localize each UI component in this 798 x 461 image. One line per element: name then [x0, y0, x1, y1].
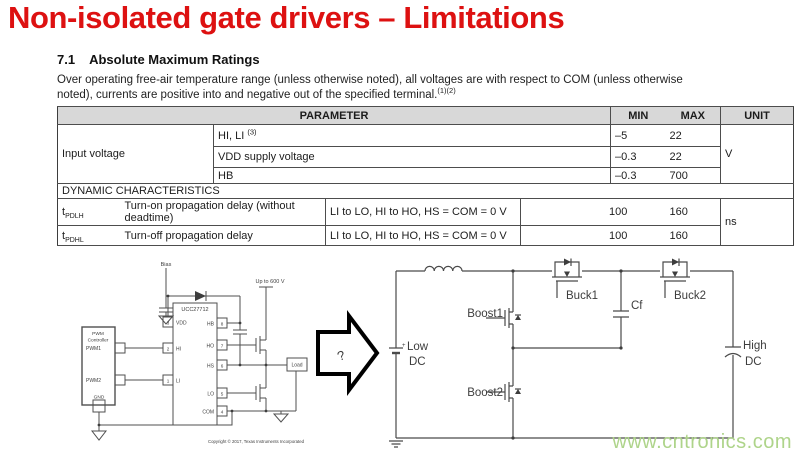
max-cell: 160: [666, 199, 721, 226]
desc-cell: Turn-off propagation delay: [121, 226, 326, 246]
pin-number: 4: [220, 409, 224, 415]
pin-name: HI: [176, 346, 181, 353]
page-title: Non-isolated gate drivers – Limitations: [8, 0, 565, 35]
svg-text:DC: DC: [745, 356, 762, 368]
load-label: Load: [291, 362, 303, 369]
section-label: DYNAMIC CHARACTERISTICS: [58, 184, 794, 199]
col-max: MAX: [666, 107, 721, 125]
max-cell: 160: [666, 226, 721, 246]
col-min: MIN: [611, 107, 666, 125]
pin-name: LI: [176, 378, 181, 385]
col-parameter: PARAMETER: [58, 107, 611, 125]
ratings-table: [57, 106, 794, 246]
boost2-label: Boost2: [467, 387, 503, 399]
pin-name: VDD: [176, 320, 187, 327]
svg-text:DC: DC: [409, 356, 426, 368]
pin-name: LO: [207, 391, 214, 398]
intro-line2: noted), currents are positive into and negative out of the specified terminal.$^{(1)(2)}$: [57, 86, 456, 101]
cond-cell: LI to LO, HI to HO, HS = COM = 0 V: [326, 199, 521, 226]
section-heading: [57, 52, 260, 67]
unit-cell: ns: [721, 199, 794, 246]
converter-schematic: [388, 256, 798, 454]
pin-number: 2: [166, 346, 170, 352]
footnote-refs: (1)(2): [437, 86, 456, 96]
max-cell: 700: [666, 168, 721, 184]
pin-number: 5: [220, 391, 224, 397]
symbol-cell: $t_{PDLH}$: [58, 199, 121, 226]
max-cell: 22: [666, 147, 721, 168]
buck2-label: Buck2: [674, 290, 706, 302]
pin-number: 6: [220, 363, 224, 369]
gnd-label: GND: [93, 395, 105, 401]
pwm1-label: PWM1: [86, 346, 101, 352]
min-cell: 100: [521, 226, 666, 246]
rail-voltage-label: Up to 600 V: [255, 279, 285, 285]
symbol-cell: $t_{PDHL}$: [58, 226, 121, 246]
intro-paragraph: [57, 73, 773, 103]
battery-plus-sign: +: [402, 343, 406, 349]
min-cell: –0.3: [611, 147, 666, 168]
chip-label: UCC27712: [181, 307, 209, 313]
cond-cell: LI to LO, HI to HO, HS = COM = 0 V: [326, 226, 521, 246]
question-mark-label: ?: [335, 347, 348, 364]
pin-name: HB: [207, 321, 214, 328]
pin-number: 1: [166, 378, 170, 384]
pin-name: HO: [206, 343, 214, 350]
min-cell: –5: [611, 125, 666, 147]
boost1-label: Boost1: [467, 308, 503, 320]
unit-cell: V: [721, 125, 794, 184]
param-cell: HB: [214, 168, 611, 184]
param-group-label: Input voltage: [58, 125, 214, 184]
desc-cell: Turn-on propagation delay (without deadtime): [121, 199, 326, 226]
pwm-box-label: PWM: [92, 332, 104, 337]
pwm2-label: PWM2: [86, 378, 101, 384]
low-dc-label: Low: [407, 341, 429, 353]
pin-number: 7: [220, 343, 224, 349]
question-arrow-icon: [313, 308, 385, 400]
table-row: [58, 226, 794, 246]
cf-label: Cf: [631, 300, 643, 312]
max-cell: 22: [666, 125, 721, 147]
table-row: [58, 199, 794, 226]
gate-driver-schematic: [40, 256, 320, 456]
param-cell: VDD supply voltage: [214, 147, 611, 168]
buck1-label: Buck1: [566, 290, 598, 302]
watermark: www.cntronics.com: [612, 431, 792, 453]
svg-text:Controller: Controller: [87, 338, 109, 344]
section-title: Absolute Maximum Ratings: [89, 52, 260, 67]
min-cell: 100: [521, 199, 666, 226]
bias-label: Bias: [160, 262, 172, 268]
table-section-row: [58, 184, 794, 199]
param-cell: HI, LI $^{(3)}$: [214, 125, 611, 147]
intro-line1: Over operating free-air temperature range (unless otherwise noted), all voltages are with respect to COM (unless otherwise: [57, 74, 683, 86]
copyright-text: Copyright © 2017, Texas Instruments Incorporated: [208, 439, 304, 444]
table-header-row: [58, 107, 794, 125]
pin-name: COM: [202, 409, 214, 416]
bootstrap-diode-icon: [195, 291, 206, 301]
table-row: [58, 125, 794, 147]
pin-number: 8: [220, 321, 224, 327]
pin-number: 3: [166, 320, 170, 326]
high-dc-label: High: [743, 340, 767, 352]
col-unit: UNIT: [721, 107, 794, 125]
section-number: 7.1: [57, 52, 76, 67]
min-cell: –0.3: [611, 168, 666, 184]
pin-name: HS: [207, 363, 214, 370]
